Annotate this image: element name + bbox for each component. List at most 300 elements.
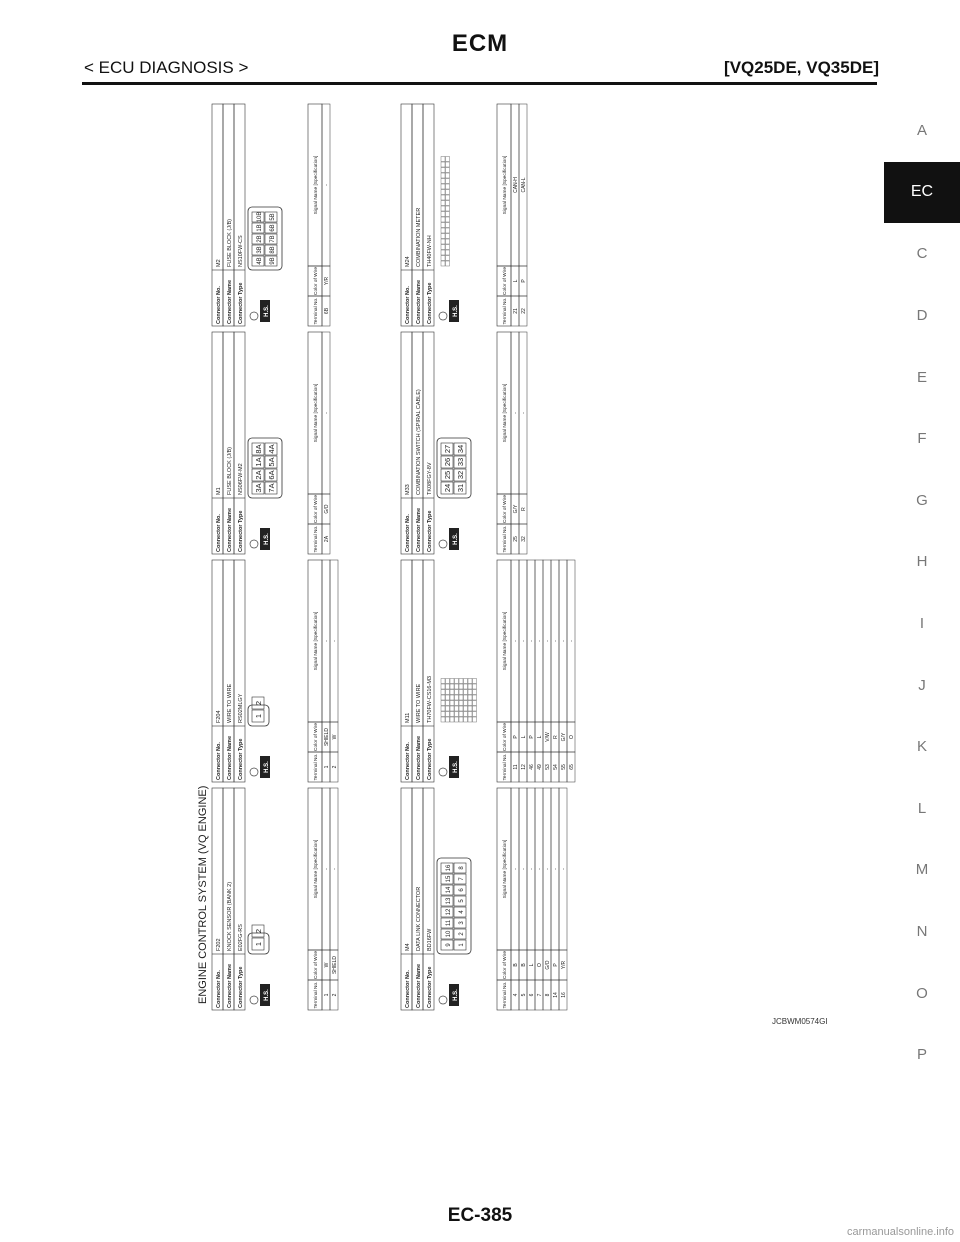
pin-cell [446, 695, 450, 700]
pin-cell [459, 684, 463, 689]
index-tab-l[interactable]: L [917, 799, 927, 817]
pin-cell [441, 239, 445, 244]
pin-cell [459, 690, 463, 695]
connector-block-m11 [401, 560, 575, 782]
diagram-title: ENGINE CONTROL SYSTEM (VQ ENGINE) [197, 785, 209, 1004]
table-cell-text: 5 [521, 993, 527, 997]
table-cell-text: - [324, 412, 330, 414]
pin-label: 3B [257, 246, 263, 254]
pin-label: 1B [257, 224, 263, 232]
pin-label: 1A [254, 457, 263, 467]
pin-label: 16 [446, 864, 452, 872]
header-label: Connector No. [216, 286, 222, 324]
header-label: Connector No. [405, 514, 411, 552]
table-cell-text: O [569, 735, 575, 739]
table-cell-text: - [521, 640, 527, 642]
pin-cell [468, 712, 472, 717]
pin-cell [468, 706, 472, 711]
connector-block-m24 [401, 104, 527, 326]
table-cell-text: - [529, 868, 535, 870]
index-tab-a[interactable]: A [916, 122, 927, 140]
table-header-label: Signal Name [Specification] [503, 155, 508, 215]
pin-cell [468, 690, 472, 695]
connector-block-f204 [212, 560, 338, 782]
table-cell-text: 32 [521, 536, 527, 542]
table-cell-text: 1 [324, 765, 330, 769]
table-cell-text: P [553, 963, 559, 967]
pin-label: 15 [446, 875, 452, 883]
pin-cell [455, 706, 459, 711]
pin-cell [446, 256, 450, 261]
table-cell-text: G/Y [561, 732, 567, 742]
pin-label: 32 [456, 470, 465, 480]
header-label: Connector Name [227, 963, 233, 1008]
pin-label: 8 [459, 866, 465, 870]
connector-type: NS10FW-CS [238, 235, 244, 267]
header-label: Connector Name [227, 735, 233, 780]
pin-label: 9 [446, 943, 452, 947]
pin-cell [450, 679, 454, 684]
pin-cell [464, 679, 468, 684]
pin-cell [459, 679, 463, 684]
pin-cell [441, 712, 445, 717]
pin-cell [441, 223, 445, 228]
pin-label: 2 [254, 928, 263, 934]
pin-cell [468, 684, 472, 689]
pin-cell [446, 701, 450, 706]
connector-name: WIRE TO WIRE [416, 683, 422, 723]
connector-no: F202 [216, 938, 222, 951]
table-cell-text: L [521, 735, 527, 739]
engine-label: [VQ25DE, VQ35DE] [724, 58, 879, 77]
index-tab-j[interactable]: J [918, 676, 926, 694]
pin-cell [473, 690, 477, 695]
pin-cell [446, 184, 450, 189]
table-cell-text: 49 [537, 764, 543, 770]
table-header-label: Signal Name [Specification] [503, 611, 508, 671]
table-cell-text: - [553, 868, 559, 870]
header-label: Connector Name [416, 279, 422, 324]
pin-cell [446, 217, 450, 222]
pin-cell [473, 701, 477, 706]
table-cell-text: - [521, 868, 527, 870]
pin-cell [459, 712, 463, 717]
pin-label: 8B [270, 246, 276, 254]
pin-cell [459, 717, 463, 722]
pin-label: 9B [270, 257, 276, 265]
connector-name: FUSE BLOCK (J/B) [227, 447, 233, 495]
section-label: < ECU DIAGNOSIS > [84, 58, 249, 77]
hs-label: H.S. [264, 533, 270, 545]
pin-cell [446, 206, 450, 211]
pin-label: 12 [446, 908, 452, 916]
pin-cell [441, 168, 445, 173]
hs-label: H.S. [453, 761, 459, 773]
page-number: EC-385 [447, 1205, 513, 1226]
pin-cell [441, 701, 445, 706]
pin-cell [446, 712, 450, 717]
pin-cell [450, 701, 454, 706]
table-cell-text: - [569, 640, 575, 642]
table-header-label: Color of Wire [314, 951, 319, 979]
figure-id: JCBWM0574GI [772, 1017, 828, 1026]
header-rule [82, 82, 877, 85]
connector-name: KNOCK SENSOR (BANK 2) [227, 881, 233, 951]
table-cell-text: O [537, 963, 543, 967]
table-cell-text: - [332, 868, 338, 870]
pin-label: 2 [254, 700, 263, 706]
index-tab-g[interactable]: G [916, 491, 928, 509]
header-label: Connector No. [216, 514, 222, 552]
index-tab-c[interactable]: C [916, 245, 928, 263]
index-tab-h[interactable]: H [916, 553, 928, 571]
connector-type: TH70FW-CS16-M3 [427, 676, 433, 723]
index-tab-k[interactable]: K [916, 738, 927, 756]
pin-cell [441, 695, 445, 700]
table-cell-text: Y/R [324, 276, 330, 286]
pin-cell [446, 212, 450, 217]
pin-cell [441, 212, 445, 217]
connector-type: NS06FW-M2 [238, 463, 244, 495]
table-header-label: Terminal No. [314, 297, 319, 325]
pin-label: 6B [270, 224, 276, 232]
connector-block-m33 [401, 332, 527, 554]
pin-cell [473, 695, 477, 700]
pin-cell [446, 173, 450, 178]
table-header-label: Color of Wire [314, 723, 319, 751]
pin-label: 11 [446, 919, 452, 927]
connector-type: BD16FW [427, 928, 433, 951]
pin-cell [450, 684, 454, 689]
pin-cell [455, 712, 459, 717]
table-cell-text: W [332, 734, 338, 740]
pin-cell [446, 717, 450, 722]
table-cell-text: P [521, 279, 527, 283]
index-tab-d[interactable]: D [916, 307, 928, 325]
pin-cell [441, 179, 445, 184]
table-cell-text: - [332, 640, 338, 642]
table-cell-text: 11 [513, 764, 519, 770]
pin-label: 25 [443, 470, 452, 480]
pin-label: 4B [257, 257, 263, 265]
table-cell-text: 8 [545, 993, 551, 997]
table-cell-text: G/O [324, 504, 330, 514]
table-cell-text: 2A [324, 535, 330, 543]
pin-label: 4A [267, 444, 276, 454]
table-cell-text: - [545, 640, 551, 642]
pin-cell [441, 195, 445, 200]
table-header-label: Terminal No. [503, 297, 508, 325]
table-cell-text: 1 [324, 993, 330, 997]
table-cell-text: V/W [545, 732, 551, 742]
table-header-label: Color of Wire [503, 951, 508, 979]
pin-label: 24 [443, 483, 452, 493]
table-cell-text: 53 [545, 764, 551, 770]
harness-icon [439, 996, 447, 1004]
pin-cell [446, 228, 450, 233]
pin-cell [441, 217, 445, 222]
pin-label: 7 [459, 877, 465, 881]
pin-cell [441, 256, 445, 261]
harness-icon [250, 540, 258, 548]
table-cell-text: B [521, 963, 527, 967]
header-label: Connector Name [416, 963, 422, 1008]
table-cell-text: P [513, 735, 519, 739]
connector-name: DATA LINK CONNECTOR [416, 886, 422, 951]
pin-label: 5 [459, 899, 465, 903]
pin-cell [441, 190, 445, 195]
table-cell-text: - [521, 412, 527, 414]
pin-cell [446, 179, 450, 184]
watermark: carmanualsonline.info [846, 1226, 954, 1238]
connector-name: COMBINATION SWITCH (SPIRAL CABLE) [416, 389, 422, 495]
header-label: Connector Type [427, 282, 433, 324]
table-header-label: Terminal No. [314, 981, 319, 1009]
pin-cell [446, 684, 450, 689]
table-cell-text: L [537, 735, 543, 739]
connector-block-f202 [212, 788, 338, 1010]
connector-block-m2 [212, 104, 330, 326]
table-header-label: Signal Name [Specification] [314, 383, 319, 443]
header-label: Connector Type [238, 738, 244, 780]
table-cell-text: - [324, 868, 330, 870]
table-header-label: Signal Name [Specification] [503, 839, 508, 899]
pin-cell [446, 261, 450, 266]
connector-no: M11 [405, 712, 411, 723]
pin-cell [441, 234, 445, 239]
table-cell-text: R [553, 735, 559, 739]
pin-label: 26 [443, 457, 452, 467]
connector-diagram [196, 96, 582, 1014]
pin-cell [464, 684, 468, 689]
index-tab-n[interactable]: N [916, 923, 928, 941]
table-cell-text: 7 [537, 993, 543, 997]
table-header-label: Terminal No. [503, 525, 508, 553]
index-tab-o[interactable]: O [916, 984, 928, 1002]
header-label: Connector Name [227, 507, 233, 552]
hs-label: H.S. [264, 989, 270, 1001]
section-index [884, 100, 960, 1086]
pin-cell [455, 684, 459, 689]
pin-cell [446, 706, 450, 711]
pin-cell [464, 706, 468, 711]
pin-label: 7A [267, 483, 276, 493]
table-header-label: Color of Wire [314, 495, 319, 523]
pin-cell [441, 201, 445, 206]
table-cell-text: - [553, 640, 559, 642]
table-cell-text: 21 [513, 308, 519, 314]
pin-cell [450, 695, 454, 700]
pin-label: 1 [254, 713, 263, 719]
connector-no: M2 [216, 259, 222, 267]
connector-block-m1 [212, 332, 330, 554]
table-cell-text: SHIELD [332, 955, 338, 975]
index-tab-e[interactable]: E [916, 368, 927, 386]
pin-label: 14 [446, 886, 452, 894]
pin-cell [446, 195, 450, 200]
pin-cell [473, 679, 477, 684]
pin-cell [446, 201, 450, 206]
connector-name: FUSE BLOCK (J/B) [227, 219, 233, 267]
pin-cell [455, 690, 459, 695]
header-label: Connector Type [238, 510, 244, 552]
pin-label: 6 [459, 888, 465, 892]
header-label: Connector No. [216, 742, 222, 780]
harness-icon [439, 540, 447, 548]
connector-no: M33 [405, 484, 411, 495]
pin-cell [450, 712, 454, 717]
table-header-label: Signal Name [Specification] [314, 839, 319, 899]
connector-type: TH40FW-NH [427, 235, 433, 267]
header-label: Connector No. [216, 970, 222, 1008]
pin-label: 33 [456, 457, 465, 467]
table-cell-text: 65 [569, 764, 575, 770]
pin-cell [450, 690, 454, 695]
connector-type: TK08FGY-8V [427, 462, 433, 495]
pin-cell [464, 690, 468, 695]
table-cell-text: 55 [561, 764, 567, 770]
pin-cell [446, 690, 450, 695]
table-header-label: Terminal No. [314, 753, 319, 781]
table-cell-text: W [324, 962, 330, 968]
pin-label: 4 [459, 910, 465, 914]
table-header-label: Color of Wire [314, 267, 319, 295]
pin-cell [446, 239, 450, 244]
table-cell-text: SHIELD [324, 727, 330, 747]
header-label: Connector Type [427, 966, 433, 1008]
pin-cell [468, 701, 472, 706]
pin-cell [441, 706, 445, 711]
pin-cell [441, 228, 445, 233]
table-cell-text: CAN-H [513, 177, 519, 193]
header-label: Connector No. [405, 742, 411, 780]
table-cell-text: 4 [513, 993, 519, 997]
pin-cell [441, 157, 445, 162]
harness-icon [250, 312, 258, 320]
hs-label: H.S. [264, 761, 270, 773]
index-tab-i[interactable]: I [919, 615, 925, 633]
pin-cell [473, 706, 477, 711]
table-cell-text: 6 [529, 993, 535, 997]
pin-cell [441, 245, 445, 250]
pin-label: 1 [254, 941, 263, 947]
pin-cell [459, 701, 463, 706]
header-label: Connector Name [416, 507, 422, 552]
header-label: Connector Type [427, 510, 433, 552]
index-tab-f[interactable]: F [917, 430, 927, 448]
table-header-label: Color of Wire [503, 723, 508, 751]
connector-type: E02FG-RS [238, 924, 244, 951]
pin-cell [441, 173, 445, 178]
connector-block-m4 [401, 788, 567, 1010]
table-cell-text: - [561, 640, 567, 642]
pin-cell [455, 679, 459, 684]
table-cell-text: 54 [553, 764, 559, 770]
connector-no: M24 [405, 256, 411, 267]
hs-label: H.S. [453, 533, 459, 545]
pin-cell [446, 223, 450, 228]
pin-label: 8A [254, 444, 263, 454]
pin-cell [473, 684, 477, 689]
index-tab-ec[interactable]: EC [884, 162, 960, 224]
pin-cell [446, 162, 450, 167]
pin-cell [455, 717, 459, 722]
pin-cell [446, 168, 450, 173]
table-cell-text: - [513, 412, 519, 414]
table-cell-text: L [513, 279, 519, 283]
table-header-label: Color of Wire [503, 267, 508, 295]
table-cell-text: - [561, 868, 567, 870]
hs-label: H.S. [453, 305, 459, 317]
hs-label: H.S. [264, 305, 270, 317]
connector-no: M1 [216, 487, 222, 495]
table-cell-text: 22 [521, 308, 527, 314]
pin-cell [473, 712, 477, 717]
pin-cell [441, 250, 445, 255]
table-cell-text: 25 [513, 536, 519, 542]
index-tab-p[interactable]: P [916, 1046, 927, 1064]
pin-cell [455, 701, 459, 706]
table-header-label: Color of Wire [503, 495, 508, 523]
table-cell-text: Y/R [561, 960, 567, 970]
index-tab-m[interactable]: M [915, 861, 929, 879]
connector-name: WIRE TO WIRE [227, 683, 233, 723]
connector-no: M4 [405, 943, 411, 951]
table-header-label: Signal Name [Specification] [503, 383, 508, 443]
pin-label: 5B [270, 213, 276, 221]
header-label: Connector Type [238, 282, 244, 324]
pin-label: 27 [443, 444, 452, 454]
pin-cell [464, 717, 468, 722]
connector-name: COMBINATION METER [416, 207, 422, 267]
table-cell-text: 16 [561, 992, 567, 998]
pin-cell [441, 184, 445, 189]
pin-cell [450, 706, 454, 711]
table-cell-text: B [513, 963, 519, 967]
pin-cell [468, 679, 472, 684]
harness-icon [250, 996, 258, 1004]
pin-cell [468, 695, 472, 700]
table-cell-text: - [513, 868, 519, 870]
pin-cell [441, 162, 445, 167]
table-header-label: Terminal No. [503, 753, 508, 781]
pin-label: 2 [459, 932, 465, 936]
pin-cell [473, 717, 477, 722]
table-header-label: Signal Name [Specification] [314, 611, 319, 671]
hs-label: H.S. [453, 989, 459, 1001]
pin-label: 10 [446, 930, 452, 938]
pin-cell [441, 684, 445, 689]
header-label: Connector No. [405, 970, 411, 1008]
table-cell-text: 14 [553, 992, 559, 998]
header-label: Connector Name [227, 279, 233, 324]
pin-cell [464, 695, 468, 700]
harness-icon [439, 768, 447, 776]
table-cell-text: 46 [529, 764, 535, 770]
connector-type: RS02MLGY [238, 693, 244, 723]
pin-cell [459, 695, 463, 700]
connector-no: F204 [216, 710, 222, 723]
pin-label: 1 [459, 943, 465, 947]
table-cell-text: R [521, 507, 527, 511]
table-cell-text: - [529, 640, 535, 642]
header-label: Connector Name [416, 735, 422, 780]
pin-cell [446, 234, 450, 239]
pin-cell [446, 190, 450, 195]
pin-cell [441, 717, 445, 722]
harness-icon [250, 768, 258, 776]
table-cell-text: - [324, 640, 330, 642]
